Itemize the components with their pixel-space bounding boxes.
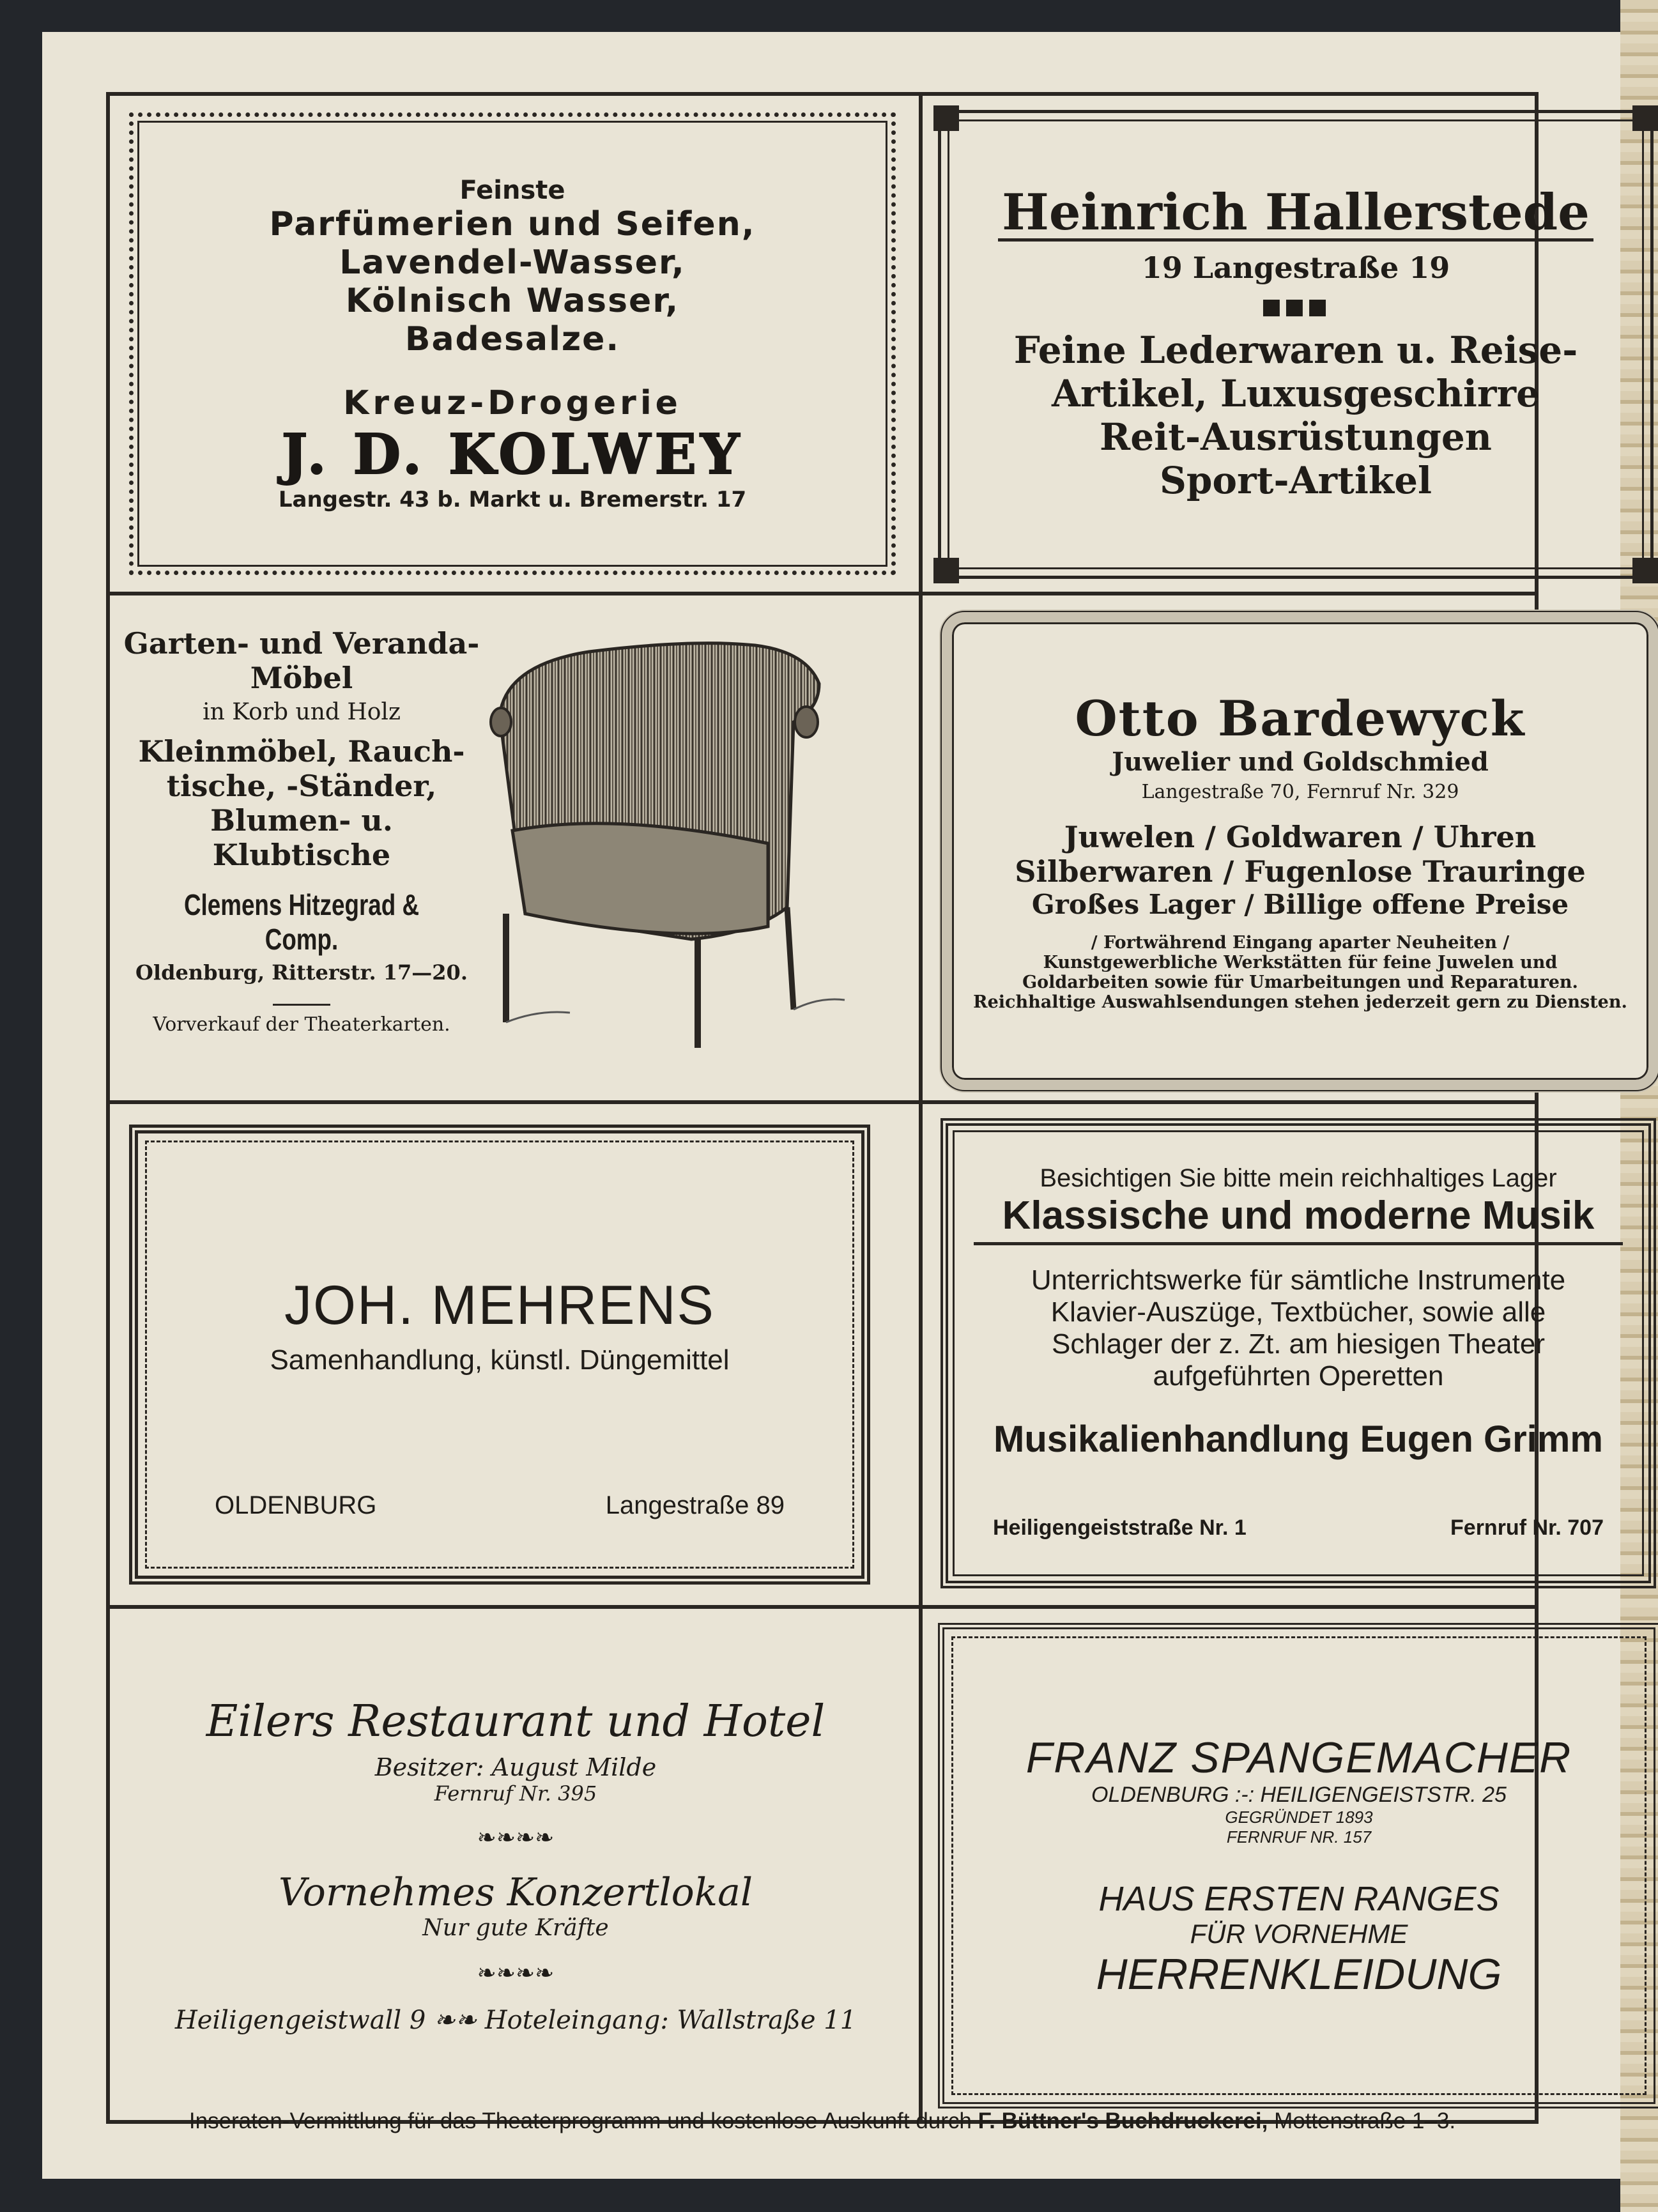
ad-kolwey — [129, 112, 896, 575]
ad-grimm-line: Schlager der z. Zt. am hiesigen Theater — [1051, 1328, 1546, 1360]
ad-hitzegrad-address: Oldenburg, Ritterstr. 17—20. — [135, 960, 468, 985]
corner-square — [933, 105, 959, 131]
ad-hallerstede-line: Sport-Artikel — [1159, 459, 1432, 503]
ad-bardewyck-line: Juwelen / Goldwaren / Uhren — [1064, 820, 1537, 854]
ad-hitzegrad-presale: Vorverkauf der Theaterkarten. — [153, 1013, 450, 1036]
ad-spangemacher — [938, 1623, 1658, 2108]
ad-kolwey-shop: Kreuz-Drogerie — [343, 383, 682, 422]
ad-grimm — [940, 1118, 1656, 1588]
ad-grimm-line: aufgeführten Operetten — [1153, 1360, 1444, 1392]
ad-bardewyck-small: / Fortwährend Eingang aparter Neuheiten / — [1091, 933, 1510, 953]
ad-hitzegrad-sub: in Korb und Holz — [203, 699, 401, 725]
ad-bardewyck-small: Kunstgewerbliche Werkstätten für feine Juwelen und — [1043, 953, 1558, 972]
ad-spangemacher-name: FRANZ SPANGEMACHER — [1025, 1733, 1572, 1782]
ad-spangemacher-founded: GEGRÜNDET 1893 — [1225, 1807, 1373, 1827]
ad-eilers-sub: Nur gute Kräfte — [422, 1915, 609, 1941]
ad-mehrens — [129, 1125, 870, 1585]
ad-hitzegrad-title: Garten- und Veranda- — [123, 626, 480, 661]
ad-eilers-ornament: ❧❧❧❧ — [477, 1825, 555, 1851]
ad-eilers — [116, 1617, 915, 2115]
ad-grimm-address: Heiligengeiststraße Nr. 1 — [993, 1516, 1247, 1540]
grid-divider-3 — [110, 1605, 1535, 1609]
ad-eilers-phone: Fernruf Nr. 395 — [434, 1781, 597, 1806]
ad-spangemacher-address: OLDENBURG :-: HEILIGENGEISTSTR. 25 — [1091, 1782, 1507, 1807]
ad-grimm-line: Unterrichtswerke für sämtliche Instrumente — [1031, 1264, 1566, 1296]
footer-text: Inseraten-Vermittlung für das Theaterprogramm und kostenlose Auskunft durch — [188, 2108, 972, 2133]
grid-divider-1 — [110, 592, 1535, 595]
ad-hitzegrad-firm: Clemens Hitzegrad & Comp. — [183, 888, 420, 956]
footer-firm: F. Büttner's Buchdruckerei, — [978, 2108, 1268, 2133]
ad-kolwey-line: Parfümerien und Seifen, — [269, 204, 756, 243]
ad-spangemacher-line: HERRENKLEIDUNG — [1096, 1949, 1502, 1999]
ad-hitzegrad-line: Blumen- u. Klubtische — [210, 803, 393, 872]
wicker-chair-illustration — [487, 626, 857, 1067]
ad-eilers-address: Heiligengeistwall 9 ❧❧ Hoteleingang: Wallstraße 11 — [174, 2006, 857, 2035]
ad-eilers-owner: Besitzer: August Milde — [374, 1753, 657, 1781]
ad-grimm-phone: Fernruf Nr. 707 — [1450, 1516, 1604, 1540]
ad-grimm-intro: Besichtigen Sie bitte mein reichhaltiges Lager — [1040, 1164, 1557, 1192]
ad-mehrens-city: OLDENBURG — [215, 1491, 377, 1519]
ad-kolwey-line: Kölnisch Wasser, — [345, 281, 680, 320]
ad-kolwey-name: J. D. KOLWEY — [281, 422, 744, 487]
ad-hallerstede-name: Heinrich Hallerstede — [998, 187, 1593, 242]
ad-grimm-line: Klavier-Auszüge, Textbücher, sowie alle — [1050, 1296, 1546, 1328]
ad-spangemacher-phone: FERNRUF NR. 157 — [1226, 1827, 1372, 1847]
ad-mehrens-sub: Samenhandlung, künstl. Düngemittel — [270, 1344, 730, 1376]
footer-address: Mottenstraße 1–3. — [1274, 2108, 1456, 2133]
ad-eilers-line: Vornehmes Konzertlokal — [278, 1870, 753, 1915]
ad-spangemacher-line: FÜR VORNEHME — [1190, 1918, 1408, 1949]
ad-bardewyck-small: Goldarbeiten sowie für Umarbeitungen und Reparaturen. — [1022, 972, 1578, 992]
ad-hallerstede-line: Feine Lederwaren u. Reise- — [1013, 328, 1578, 373]
ad-hallerstede-line: Reit-Ausrüstungen — [1100, 415, 1492, 459]
ad-grid — [106, 92, 1627, 2124]
ad-bardewyck-name: Otto Bardewyck — [1075, 690, 1526, 747]
ad-bardewyck-address: Langestraße 70, Fernruf Nr. 329 — [1141, 781, 1459, 803]
ad-eilers-ornament: ❧❧❧❧ — [477, 1960, 555, 1986]
ad-mehrens-name: JOH. MEHRENS — [284, 1275, 715, 1336]
ad-kolwey-address: Langestr. 43 b. Markt u. Bremerstr. 17 — [278, 486, 747, 512]
ad-bardewyck-line: Silberwaren / Fugenlose Trauringe — [1015, 854, 1586, 889]
ad-grimm-headline: Klassische und moderne Musik — [974, 1193, 1623, 1245]
ad-bardewyck-trade: Juwelier und Goldschmied — [1112, 747, 1489, 777]
ad-eilers-name: Eilers Restaurant und Hotel — [206, 1696, 825, 1747]
divider-rule — [273, 1004, 330, 1006]
ad-hallerstede-ornament: ■■■ — [1261, 294, 1331, 320]
ad-kolwey-line: Lavendel-Wasser, — [339, 243, 686, 282]
ad-hallerstede — [938, 110, 1654, 579]
ad-bardewyck-small: Reichhaltige Auswahlsendungen stehen jederzeit gern zu Diensten. — [973, 992, 1627, 1012]
ad-mehrens-address: Langestraße 89 — [605, 1491, 785, 1519]
ad-hitzegrad-line: tische, -Ständer, — [166, 769, 437, 803]
ad-kolwey-line: Badesalze. — [404, 319, 620, 358]
ad-spangemacher-line: HAUS ERSTEN RANGES — [1098, 1879, 1500, 1918]
ad-grimm-firm: Musikalienhandlung Eugen Grimm — [994, 1418, 1603, 1460]
ad-bardewyck — [939, 610, 1658, 1093]
ad-hallerstede-address: 19 Langestraße 19 — [1141, 250, 1450, 286]
ad-bardewyck-line: Großes Lager / Billige offene Preise — [1031, 889, 1569, 920]
ad-hitzegrad-title: Möbel — [250, 661, 353, 695]
grid-divider-vertical — [919, 96, 923, 2120]
ad-hallerstede-line: Artikel, Luxusgeschirre — [1052, 372, 1540, 416]
page-footer — [106, 2108, 1539, 2134]
corner-square — [933, 558, 959, 583]
grid-divider-2 — [110, 1100, 1535, 1104]
corner-square — [1632, 558, 1658, 583]
ad-hitzegrad-line: Kleinmöbel, Rauch- — [138, 734, 465, 769]
corner-square — [1632, 105, 1658, 131]
ad-hitzegrad — [116, 601, 915, 1098]
ad-kolwey-line: Feinste — [459, 175, 565, 205]
